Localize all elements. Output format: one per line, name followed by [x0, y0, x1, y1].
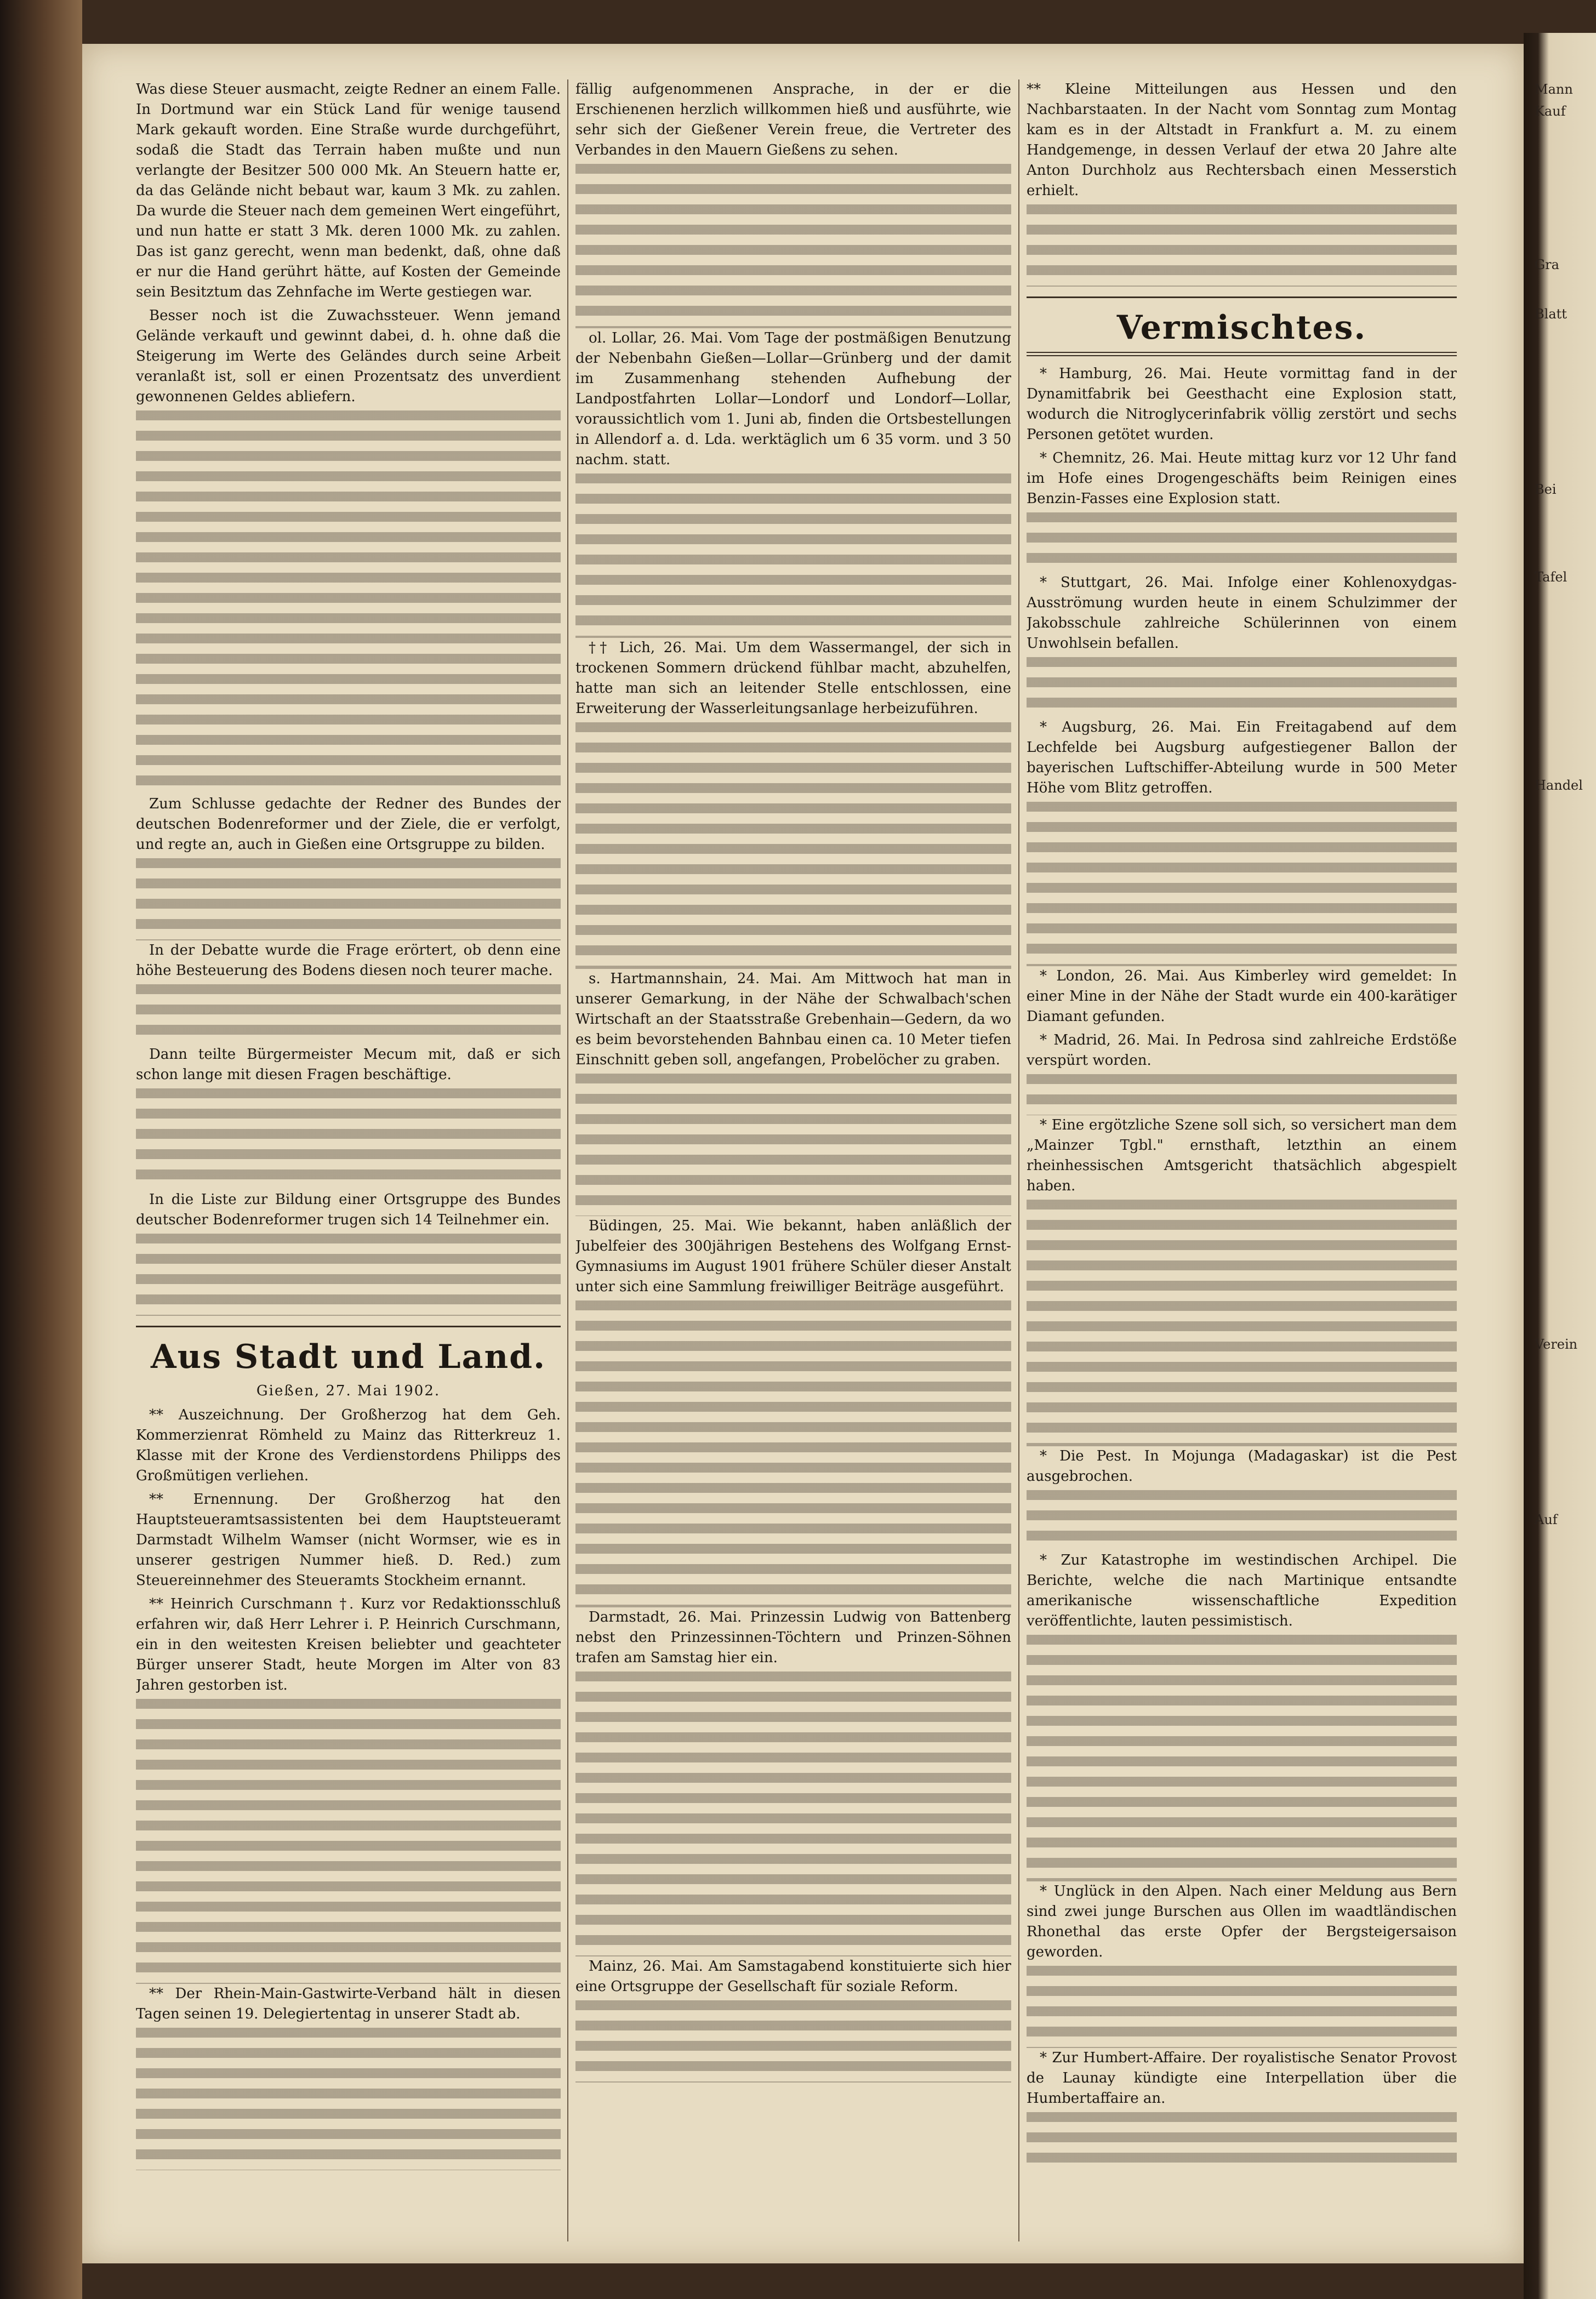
column-divider [1018, 79, 1019, 2241]
section-heading: Vermischtes. [1116, 309, 1367, 347]
edge-text-fragment: Verein [1535, 1337, 1578, 1351]
edge-text-fragment: Mann [1535, 82, 1573, 96]
continued-text [1027, 1200, 1457, 1446]
section-divider [136, 1326, 561, 1327]
continued-text [1027, 1635, 1457, 1881]
news-item: ** Ernennung. Der Großherzog hat den Hauptsteueramtsassistenten bei dem Hauptsteueramt Darmstadt Wilhelm Wamser (nicht Wormser, wie es in unserer gestrigen Nummer hieß. D. Red.) zum Steuereinnehmer des Steueramts Stockheim ernannt. [136, 1491, 561, 1589]
continued-text [1027, 512, 1457, 573]
news-item: ** Heinrich Curschmann †. Kurz vor Redaktionsschluß erfahren wir, daß Herr Lehrer i. P. Heinrich Curschmann, ein in den weitesten Kreisen beliebter und geachteter Bürger unserer Stadt, heute Morgen im Alter von 83 Jahren gestorben ist. [136, 1596, 561, 1693]
continued-text [1027, 1966, 1457, 2048]
adjacent-page-edge [1524, 33, 1596, 2299]
edge-text-fragment: Blatt [1535, 307, 1567, 321]
continued-text [1027, 657, 1457, 717]
news-item: Mainz, 26. Mai. Am Samstagabend konstituierte sich hier eine Ortsgruppe der Gesellschaft für soziale Reform. [575, 1958, 1011, 1995]
news-item: Büdingen, 25. Mai. Wie bekannt, haben anläßlich der Jubelfeier des 300jährigen Bestehens des Wolfgang Ernst-Gymnasiums im August 1901 frühere Schüler dieser Anstalt unter sich eine Sammlung freiwilliger Beiträge ausgeführt. [575, 1218, 1011, 1295]
continued-text [136, 984, 561, 1045]
news-item: ** Auszeichnung. Der Großherzog hat dem Geh. Kommerzienrat Römheld zu Mainz das Ritterkreuz 1. Klasse mit der Krone des Verdienstordens Philipps des Großmütigen verliehen. [136, 1407, 561, 1484]
news-item: * Stuttgart, 26. Mai. Infolge einer Kohlenoxydgas-Ausströmung wurden heute in einem Schulzimmer der Jakobsschule zahlreiche Schülerinnen von einem Unwohlsein befallen. [1027, 574, 1457, 652]
dateline: Gießen, 27. Mai 1902. [256, 1383, 441, 1399]
continued-text [136, 410, 561, 794]
column-divider [567, 79, 568, 2241]
news-item: s. Hartmannshain, 24. Mai. Am Mittwoch hat man in unserer Gemarkung, in der Nähe der Schwalbach'schen Wirtschaft an der Staatsstraße Grebenhain—Gedern, da wo es beim bevorstehenden Bahnbau einen ca. 10 Meter tiefen Einschnitt geben soll, angefangen, Probelöcher zu graben. [575, 971, 1011, 1068]
news-item: * Chemnitz, 26. Mai. Heute mittag kurz vor 12 Uhr fand im Hofe eines Drogengeschäfts beim Reinigen eines Benzin-Fasses eine Explosion statt. [1027, 450, 1457, 507]
news-item: * Zur Katastrophe im westindischen Archipel. Die Berichte, welche die nach Martinique entsandte amerikanische wissenschaftliche Expedition veröffentlichte, lauten pessimistisch. [1027, 1552, 1457, 1629]
edge-text-fragment: Handel [1535, 778, 1583, 792]
edge-text-fragment: Gra [1535, 258, 1559, 272]
continued-text [575, 474, 1011, 638]
heading-underline [1027, 352, 1457, 356]
news-item: †† Lich, 26. Mai. Um dem Wassermangel, der sich in trockenen Sommern drückend fühlbar macht, abzuhelfen, hatte man sich an leitender Stelle entschlossen, eine Erweiterung der Wasserleitungsanlage herbeizuführen. [575, 640, 1011, 717]
article-paragraph: fällig aufgenommenen Ansprache, in der er die Erschienenen herzlich willkommen hieß und ausführte, wie sehr sich der Gießener Verein freue, die Vertreter des Verbandes in den Mauern Gießens zu sehen. [575, 81, 1011, 158]
edge-text-fragment: Tafel [1535, 570, 1568, 584]
continued-text [575, 722, 1011, 969]
news-item: ol. Lollar, 26. Mai. Vom Tage der postmäßigen Benutzung der Nebenbahn Gießen—Lollar—Grünberg und der damit im Zusammenhang stehenden Aufhebung der Landpostfahrten Lollar—Londorf und Londorf—Lollar, voraussichtlich vom 1. Juni ab, finden die Ortsbestellungen in Allendorf a. d. Lda. werktäglich um 6 35 vorm. und 3 50 nachm. statt. [575, 330, 1011, 468]
continued-text [575, 2000, 1011, 2083]
news-item: * Zur Humbert-Affaire. Der royalistische Senator Provost de Launay kündigte eine Interpellation über die Humbertaffaire an. [1027, 2050, 1457, 2107]
news-item: * Augsburg, 26. Mai. Ein Freitagabend auf dem Lechfelde bei Augsburg aufgestiegener Ballon der bayerischen Luftschiffer-Abteilung wurde in 500 Meter Höhe vom Blitz getroffen. [1027, 719, 1457, 796]
column-3 [1027, 79, 1457, 2250]
news-item: * Madrid, 26. Mai. In Pedrosa sind zahlreiche Erdstöße verspürt worden. [1027, 1032, 1457, 1069]
continued-text [1027, 1074, 1457, 1115]
news-item: ** Der Rhein-Main-Gastwirte-Verband hält in diesen Tagen seinen 19. Delegiertentag in unserer Stadt ab. [136, 1986, 561, 2022]
continued-text [1027, 802, 1457, 966]
continued-text [136, 1234, 561, 1316]
edge-text-fragment: Kauf [1535, 104, 1566, 118]
continued-text [575, 1672, 1011, 1956]
continued-text [136, 1699, 561, 1984]
article-paragraph: In die Liste zur Bildung einer Ortsgruppe des Bundes deutscher Bodenreformer trugen sich 14 Teilnehmer ein. [136, 1191, 561, 1228]
article-paragraph: Besser noch ist die Zuwachssteuer. Wenn jemand Gelände verkauft und gewinnt dabei, d. h. ohne daß die Steigerung im Werte des Geländes durch seine Arbeit veranlaßt ist, soll er einen Prozentsatz des unverdient gewonnenen Geldes abliefern. [136, 307, 561, 405]
article-paragraph: In der Debatte wurde die Frage erörtert, ob denn eine höhe Besteuerung des Bodens diesen noch teurer mache. [136, 942, 561, 979]
news-item: * Unglück in den Alpen. Nach einer Meldung aus Bern sind zwei junge Burschen aus Ollen im waadtländischen Rhonethal das erste Opfer der Bergsteigersaison geworden. [1027, 1883, 1457, 1960]
news-item: * Eine ergötzliche Szene soll sich, so versichert man dem „Mainzer Tgbl." ernsthaft, letzthin an einem rheinhessischen Amtsgericht thatsächlich abgespielt haben. [1027, 1117, 1457, 1194]
continued-text [136, 1088, 561, 1190]
news-item: ** Kleine Mitteilungen aus Hessen und den Nachbarstaaten. In der Nacht vom Sonntag zum Montag kam es in der Altstadt in Frankfurt a. M. zu einem Handgemenge, in dessen Verlauf der etwa 20 Jahre alte Anton Durchholz aus Rechtersbach einen Messerstich erhielt. [1027, 81, 1457, 199]
book-binding-shadow [0, 0, 82, 2299]
column-2 [575, 79, 1011, 2250]
news-item: * Hamburg, 26. Mai. Heute vormittag fand in der Dynamitfabrik bei Geesthacht eine Explosion statt, wodurch die Nitroglycerinfabrik völlig zerstört und sechs Personen getötet wurden. [1027, 366, 1457, 443]
section-divider [1027, 296, 1457, 298]
news-item: * London, 26. Mai. Aus Kimberley wird gemeldet: In einer Mine in der Nähe der Stadt wurde ein 400-karätiger Diamant gefunden. [1027, 968, 1457, 1025]
article-paragraph: Was diese Steuer ausmacht, zeigte Redner an einem Falle. In Dortmund war ein Stück Land für wenige tausend Mark gekauft worden. Eine Straße wurde durchgeführt, sodaß die Stadt das Terrain haben mußte und nun verlangte der Besitzer 500 000 Mk. An Steuern hatte er, da das Gelände nicht bebaut war, kaum 3 Mk. zu zahlen. Da wurde die Steuer nach dem gemeinen Wert eingeführt, und nun hatte er statt 3 Mk. deren 1000 Mk. zu zahlen. Das ist ganz gerecht, wenn man bedenkt, daß, ohne daß er nur die Hand gerührt hätte, auf Kosten der Gemeinde sein Besitztum das Zehnfache im Werte gestiegen war. [136, 81, 561, 300]
continued-text [1027, 2112, 1457, 2172]
edge-text-fragment: Auf [1535, 1513, 1558, 1527]
news-item: * Die Pest. In Mojunga (Madagaskar) ist die Pest ausgebrochen. [1027, 1448, 1457, 1485]
continued-text [575, 1074, 1011, 1216]
edge-text-fragment: Bei [1535, 482, 1557, 497]
section-heading: Aus Stadt und Land. [151, 1338, 546, 1376]
news-item: Darmstadt, 26. Mai. Prinzessin Ludwig von Battenberg nebst den Prinzessinnen-Töchtern und Prinzen-Söhnen trafen am Samstag hier ein. [575, 1609, 1011, 1666]
article-paragraph: Zum Schlusse gedachte der Redner des Bundes der deutschen Bodenreformer und der Ziele, die er verfolgt, und regte an, auch in Gießen eine Ortsgruppe zu bilden. [136, 796, 561, 853]
continued-text [136, 858, 561, 940]
continued-text [1027, 1490, 1457, 1550]
continued-text [575, 1300, 1011, 1607]
continued-text [575, 164, 1011, 328]
column-1 [136, 79, 561, 2250]
continued-text [136, 2028, 561, 2170]
article-paragraph: Dann teilte Bürgermeister Mecum mit, daß er sich schon lange mit diesen Fragen beschäftige. [136, 1046, 561, 1083]
continued-text [1027, 204, 1457, 287]
